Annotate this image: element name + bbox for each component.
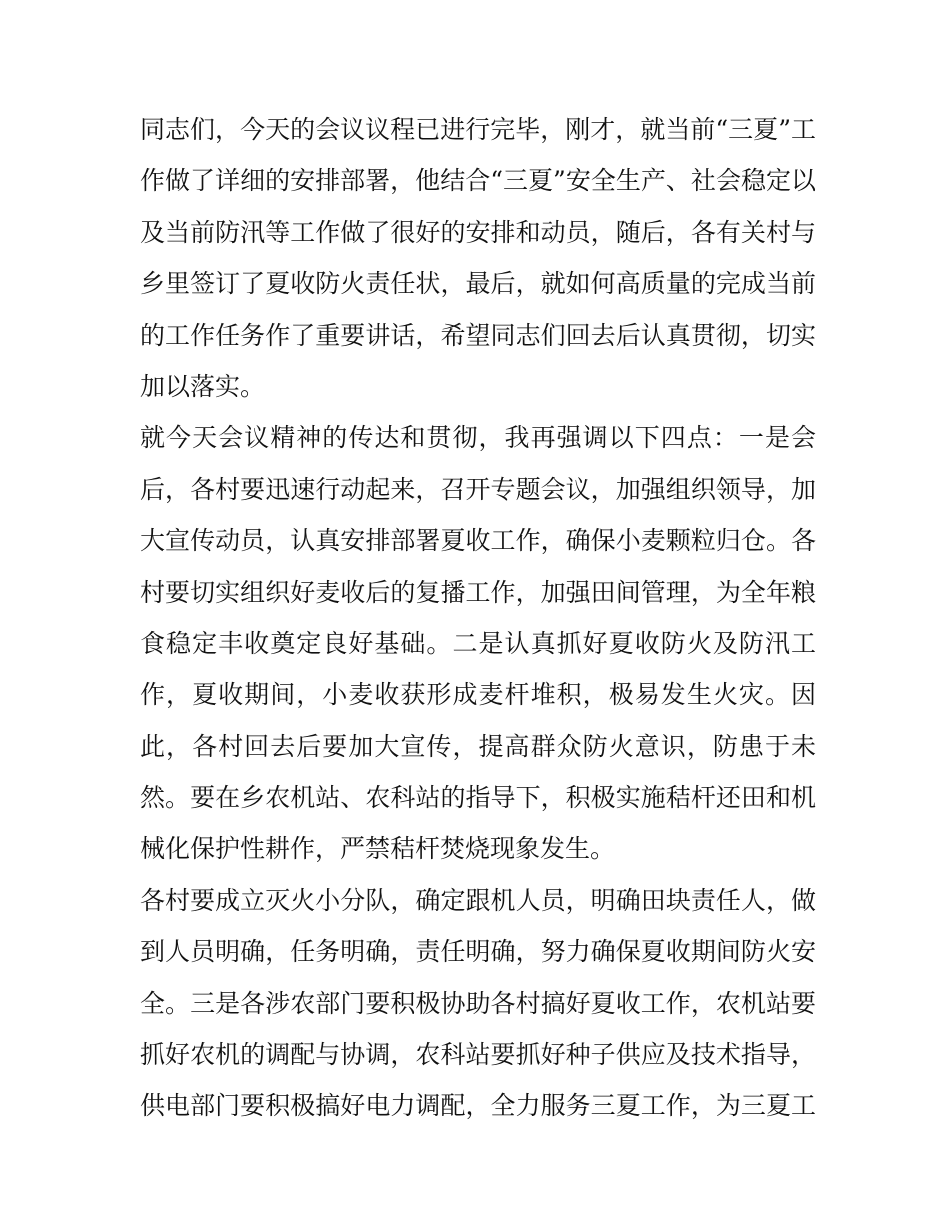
- text-line: 村要切实组织好麦收后的复播工作，加强田间管理，为全年粮: [140, 577, 816, 607]
- text-line: 此，各村回去后要加大宣传，提高群众防火意识，防患于未: [140, 731, 816, 761]
- text-line: 抓好农机的调配与协调，农科站要抓好种子供应及技术指导，: [140, 1040, 816, 1070]
- text-line: 然。要在乡农机站、农科站的指导下，积极实施秸杆还田和机: [140, 783, 816, 813]
- text-line: 就今天会议精神的传达和贯彻，我再强调以下四点：一是会: [140, 423, 816, 453]
- text-line: 大宣传动员，认真安排部署夏收工作，确保小麦颗粒归仓。各: [140, 526, 816, 556]
- text-line: 的工作任务作了重要讲话，希望同志们回去后认真贯彻，切实: [140, 320, 816, 350]
- text-line: 到人员明确，任务明确，责任明确，努力确保夏收期间防火安: [140, 937, 816, 967]
- text-line: 及当前防汛等工作做了很好的安排和动员，随后，各有关村与: [140, 217, 816, 247]
- paragraph-3: [140, 875, 816, 1132]
- text-line: 乡里签订了夏收防火责任状，最后，就如何高质量的完成当前: [140, 269, 816, 299]
- text-line: 食稳定丰收奠定良好基础。二是认真抓好夏收防火及防汛工: [140, 628, 816, 658]
- text-line: 后，各村要迅速行动起来，召开专题会议，加强组织领导，加: [140, 474, 816, 504]
- text-line: 械化保护性耕作，严禁秸杆焚烧现象发生。: [140, 834, 616, 864]
- text-line: 作，夏收期间，小麦收获形成麦杆堆积，极易发生火灾。因: [140, 680, 816, 710]
- paragraph-2: [140, 412, 816, 875]
- text-line: 各村要成立灭火小分队，确定跟机人员，明确田块责任人，做: [140, 885, 816, 915]
- document-body: [140, 104, 816, 1132]
- text-line: 同志们，今天的会议议程已进行完毕，刚才，就当前“三夏”工: [140, 115, 816, 144]
- paragraph-1: [140, 104, 816, 412]
- text-line: 加以落实。: [140, 371, 266, 401]
- text-line: 供电部门要积极搞好电力调配，全力服务三夏工作，为三夏工: [140, 1091, 816, 1121]
- text-line: 全。三是各涉农部门要积极协助各村搞好夏收工作，农机站要: [140, 988, 816, 1018]
- text-line: 作做了详细的安排部署，他结合“三夏”安全生产、社会稳定以: [140, 166, 816, 196]
